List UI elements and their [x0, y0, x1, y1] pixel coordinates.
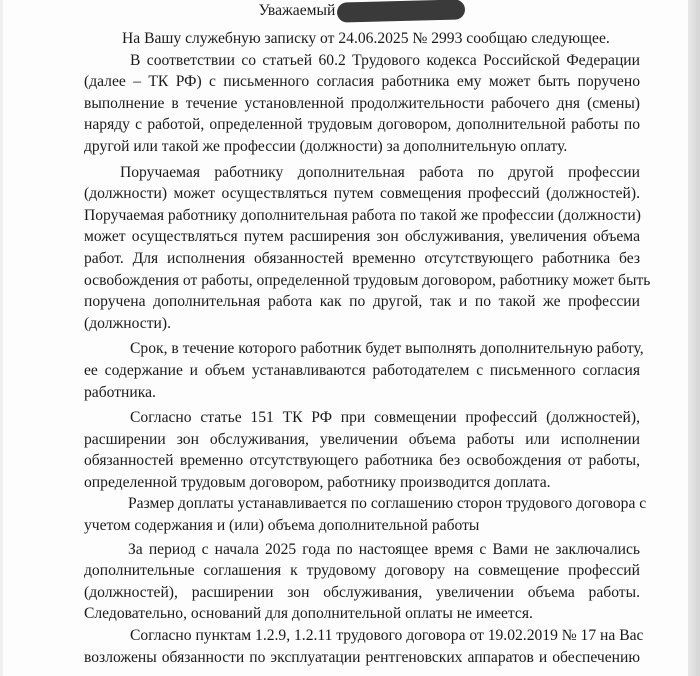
text-line: За период с начала 2025 года по настоящее время с Вами не заключались — [128, 540, 640, 558]
text-line: расширении зон обслуживания, увеличении объема работы или исполнении — [84, 430, 640, 448]
paragraph-4 — [84, 338, 644, 403]
text-line: работника. — [84, 383, 156, 401]
text-line: (должности) может осуществляться путем совмещения профессий (должностей). — [84, 185, 640, 203]
paragraph-2 — [84, 50, 640, 158]
text-line: учетом содержания и (или) объема дополнительной работы — [84, 517, 480, 535]
paragraph-3 — [84, 162, 651, 335]
text-line: (должности). — [84, 314, 171, 332]
text-line: работ. Для исполнения обязанностей временно отсутствующего работника без — [84, 249, 640, 267]
paragraph-7 — [84, 539, 640, 625]
text-line: На Вашу служебную записку от 24.06.2025 № 2993 сообщаю следующее. — [122, 30, 610, 47]
text-line: Срок, в течение которого работник будет выполнять дополнительную работу, — [130, 340, 644, 358]
text-line: освобождения от работы, определенной трудовым договором, работнику может быть — [84, 271, 651, 289]
page-edge-left — [0, 0, 3, 676]
salutation — [84, 0, 640, 26]
text-line: может осуществляться путем расширения зон обслуживания, увеличения объема — [84, 228, 640, 246]
text-line: Следовательно, оснований для дополнительной оплаты не имеется. — [84, 605, 533, 623]
redacted-name — [337, 0, 465, 23]
salutation-text: Уважаемый — [258, 2, 336, 19]
paragraph-8 — [84, 625, 644, 668]
text-line: (далее – ТК РФ) с письменного согласия работника ему может быть поручено — [84, 73, 640, 91]
text-line: (должностей), расширении зон обслуживания, увеличении объема работы. — [84, 583, 640, 601]
text-line: другой или такой же профессии (должности) за дополнительную оплату. — [84, 137, 568, 155]
text-line: Поручаемая работнику дополнительная работа по другой профессии — [120, 163, 640, 181]
text-line: Согласно статье 151 ТК РФ при совмещении профессий (должностей), — [130, 409, 640, 427]
text-line: поручена дополнительная работа как по другой, так и по такой же профессии — [84, 293, 640, 311]
text-line: Размер доплаты устанавливается по соглашению сторон трудового договора с — [128, 495, 647, 513]
text-line: Поручаемая работнику дополнительная работа по такой же профессии (должности) — [84, 206, 641, 224]
page-edge-right — [688, 0, 700, 676]
text-line: выполнение в течение установленной продолжительности рабочего дня (смены) — [84, 94, 640, 112]
text-line: ее содержание и объем устанавливаются работодателем с письменного согласия — [84, 361, 640, 379]
text-line: наряду с работой, определенной трудовым договором, дополнительной работы по — [84, 116, 640, 134]
text-line: определенной трудовым договором, работнику производится доплата. — [84, 473, 551, 491]
paragraph-1 — [84, 28, 640, 50]
letter-body — [84, 0, 651, 668]
text-line: возложены обязанности по эксплуатации рентгеновских аппаратов и обеспечению — [84, 648, 640, 666]
paragraph-5 — [84, 407, 640, 493]
text-line: обязанностей временно отсутствующего работника без освобождения от работы, — [84, 452, 640, 470]
text-line: дополнительные соглашения к трудовому договору на совмещение профессий — [84, 562, 640, 580]
text-line: В соответствии со статьей 60.2 Трудового кодекса Российской Федерации — [130, 51, 640, 69]
paragraph-6 — [84, 493, 647, 536]
text-line: Согласно пунктам 1.2.9, 1.2.11 трудового договора от 19.02.2019 № 17 на Вас — [130, 627, 644, 645]
